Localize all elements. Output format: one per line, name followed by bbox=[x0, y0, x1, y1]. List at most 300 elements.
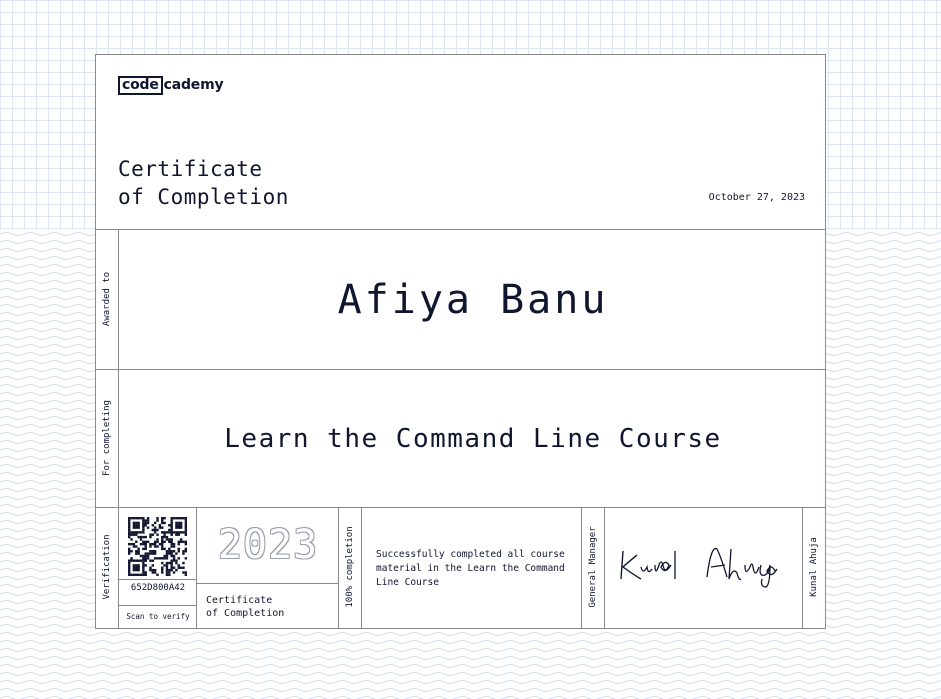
qr-module bbox=[128, 536, 130, 538]
qr-module bbox=[133, 569, 135, 571]
qr-module bbox=[142, 562, 144, 564]
qr-module bbox=[142, 524, 144, 526]
qr-module bbox=[130, 559, 132, 561]
qr-module bbox=[145, 536, 147, 538]
qr-module bbox=[147, 555, 149, 557]
qr-module bbox=[161, 569, 163, 571]
qr-module bbox=[166, 555, 168, 557]
verification-label: Verification bbox=[102, 534, 112, 600]
qr-module bbox=[130, 543, 132, 545]
qr-module bbox=[166, 569, 168, 571]
qr-module bbox=[142, 548, 144, 550]
qr-module bbox=[170, 517, 172, 519]
qr-module bbox=[178, 543, 180, 545]
qr-module bbox=[166, 571, 168, 573]
completion-label: 100% completion bbox=[345, 526, 355, 608]
qr-module bbox=[135, 545, 137, 547]
wave-line bbox=[0, 665, 941, 668]
qr-module bbox=[156, 519, 158, 521]
qr-module bbox=[152, 543, 154, 545]
qr-module bbox=[140, 555, 142, 557]
qr-module bbox=[178, 534, 180, 536]
qr-module bbox=[142, 519, 144, 521]
qr-module bbox=[145, 522, 147, 524]
certificate-title: Certificate of Completion bbox=[118, 157, 289, 209]
qr-module bbox=[135, 550, 137, 552]
qr-module bbox=[170, 543, 172, 545]
qr-module bbox=[128, 543, 130, 545]
qr-module bbox=[137, 574, 139, 576]
wave-line bbox=[0, 689, 941, 692]
qr-module bbox=[135, 524, 137, 526]
qr-module bbox=[175, 522, 177, 524]
qr-module bbox=[145, 557, 147, 559]
qr-module bbox=[166, 574, 168, 576]
qr-module bbox=[185, 526, 187, 528]
qr-module bbox=[140, 543, 142, 545]
qr-module bbox=[173, 531, 175, 533]
qr-module bbox=[182, 550, 184, 552]
qr-module bbox=[175, 562, 177, 564]
qr-module bbox=[161, 543, 163, 545]
qr-module bbox=[175, 524, 177, 526]
qr-module bbox=[137, 522, 139, 524]
qr-module bbox=[145, 548, 147, 550]
qr-module bbox=[142, 541, 144, 543]
qr-module bbox=[137, 526, 139, 528]
qr-module bbox=[154, 531, 156, 533]
qr-module bbox=[156, 541, 158, 543]
qr-module bbox=[163, 534, 165, 536]
qr-module bbox=[156, 574, 158, 576]
qr-module bbox=[182, 517, 184, 519]
qr-module bbox=[133, 564, 135, 566]
qr-module bbox=[170, 526, 172, 528]
qr-module bbox=[128, 522, 130, 524]
qr-module bbox=[142, 557, 144, 559]
qr-module bbox=[133, 524, 135, 526]
qr-module bbox=[175, 526, 177, 528]
qr-module bbox=[185, 519, 187, 521]
qr-module bbox=[161, 517, 163, 519]
qr-module bbox=[152, 571, 154, 573]
qr-module bbox=[145, 571, 147, 573]
qr-module bbox=[163, 517, 165, 519]
qr-module bbox=[137, 569, 139, 571]
qr-module bbox=[173, 543, 175, 545]
qr-module bbox=[140, 517, 142, 519]
qr-module bbox=[128, 559, 130, 561]
qr-module bbox=[173, 557, 175, 559]
qr-module bbox=[137, 567, 139, 569]
qr-module bbox=[168, 550, 170, 552]
qr-module bbox=[170, 550, 172, 552]
qr-module bbox=[159, 524, 161, 526]
qr-module bbox=[182, 571, 184, 573]
qr-module bbox=[185, 534, 187, 536]
qr-module bbox=[178, 550, 180, 552]
qr-code-icon[interactable] bbox=[128, 517, 187, 576]
qr-module bbox=[142, 564, 144, 566]
qr-module bbox=[147, 519, 149, 521]
qr-module bbox=[147, 557, 149, 559]
qr-module bbox=[185, 529, 187, 531]
qr-module bbox=[163, 531, 165, 533]
divider bbox=[119, 605, 197, 606]
qr-module bbox=[137, 548, 139, 550]
qr-module bbox=[166, 557, 168, 559]
qr-module bbox=[130, 517, 132, 519]
qr-module bbox=[140, 531, 142, 533]
qr-module bbox=[180, 522, 182, 524]
qr-module bbox=[130, 574, 132, 576]
wave-line bbox=[0, 649, 941, 652]
qr-module bbox=[135, 552, 137, 554]
wave-line bbox=[0, 641, 941, 644]
qr-module bbox=[137, 564, 139, 566]
awarded-to-label: Awarded to bbox=[102, 271, 112, 327]
signature-image bbox=[611, 533, 811, 593]
qr-module bbox=[133, 531, 135, 533]
qr-module bbox=[135, 564, 137, 566]
qr-module bbox=[185, 557, 187, 559]
qr-module bbox=[142, 559, 144, 561]
qr-module bbox=[128, 564, 130, 566]
qr-module bbox=[156, 557, 158, 559]
certificate-card bbox=[95, 54, 826, 629]
qr-module bbox=[154, 545, 156, 547]
qr-module bbox=[161, 536, 163, 538]
qr-module bbox=[137, 524, 139, 526]
qr-module bbox=[154, 529, 156, 531]
qr-module bbox=[133, 545, 135, 547]
scan-to-verify-text: Scan to verify bbox=[126, 612, 190, 621]
qr-module bbox=[175, 534, 177, 536]
qr-module bbox=[178, 531, 180, 533]
course-name: Learn the Command Line Course bbox=[224, 424, 722, 454]
qr-module bbox=[182, 567, 184, 569]
qr-module bbox=[133, 522, 135, 524]
qr-module bbox=[168, 529, 170, 531]
qr-module bbox=[180, 538, 182, 540]
recipient-name: Afiya Banu bbox=[337, 277, 609, 323]
qr-module bbox=[135, 574, 137, 576]
qr-module bbox=[142, 571, 144, 573]
qr-module bbox=[161, 557, 163, 559]
qr-module bbox=[168, 541, 170, 543]
qr-module bbox=[156, 534, 158, 536]
qr-module bbox=[142, 543, 144, 545]
qr-module bbox=[182, 531, 184, 533]
qr-module bbox=[161, 519, 163, 521]
qr-module bbox=[170, 564, 172, 566]
qr-module bbox=[166, 538, 168, 540]
qr-module bbox=[170, 529, 172, 531]
qr-module bbox=[161, 522, 163, 524]
qr-module bbox=[178, 517, 180, 519]
qr-module bbox=[168, 569, 170, 571]
qr-module bbox=[163, 564, 165, 566]
divider bbox=[361, 507, 362, 628]
qr-module bbox=[178, 524, 180, 526]
qr-module bbox=[147, 522, 149, 524]
qr-module bbox=[135, 541, 137, 543]
qr-module bbox=[154, 552, 156, 554]
qr-module bbox=[173, 555, 175, 557]
qr-module bbox=[170, 519, 172, 521]
certificate-date: October 27, 2023 bbox=[708, 192, 805, 203]
qr-module bbox=[142, 529, 144, 531]
qr-module bbox=[149, 545, 151, 547]
qr-module bbox=[142, 555, 144, 557]
qr-module bbox=[152, 550, 154, 552]
for-completing-label: For completing bbox=[102, 400, 112, 476]
qr-module bbox=[137, 559, 139, 561]
divider bbox=[604, 507, 605, 628]
qr-module bbox=[180, 517, 182, 519]
qr-module bbox=[130, 534, 132, 536]
qr-module bbox=[128, 524, 130, 526]
qr-module bbox=[166, 562, 168, 564]
qr-module bbox=[145, 519, 147, 521]
qr-module bbox=[142, 517, 144, 519]
qr-module bbox=[168, 548, 170, 550]
qr-module bbox=[128, 569, 130, 571]
qr-module bbox=[152, 559, 154, 561]
qr-module bbox=[147, 526, 149, 528]
qr-module bbox=[173, 550, 175, 552]
qr-module bbox=[128, 517, 130, 519]
qr-module bbox=[180, 524, 182, 526]
qr-module bbox=[149, 550, 151, 552]
qr-module bbox=[175, 517, 177, 519]
qr-module bbox=[178, 567, 180, 569]
qr-module bbox=[163, 555, 165, 557]
qr-module bbox=[161, 562, 163, 564]
qr-module bbox=[145, 543, 147, 545]
qr-module bbox=[128, 574, 130, 576]
qr-module bbox=[154, 541, 156, 543]
qr-module bbox=[145, 559, 147, 561]
divider bbox=[197, 583, 339, 584]
qr-module bbox=[175, 531, 177, 533]
qr-module bbox=[182, 552, 184, 554]
qr-module bbox=[137, 550, 139, 552]
qr-module bbox=[152, 534, 154, 536]
qr-module bbox=[163, 541, 165, 543]
qr-module bbox=[159, 557, 161, 559]
qr-module bbox=[133, 543, 135, 545]
divider bbox=[581, 507, 582, 628]
qr-module bbox=[170, 555, 172, 557]
qr-module bbox=[135, 517, 137, 519]
qr-module bbox=[168, 524, 170, 526]
qr-module bbox=[130, 538, 132, 540]
completion-year: 2023 bbox=[217, 522, 319, 568]
qr-module bbox=[142, 536, 144, 538]
qr-module bbox=[163, 557, 165, 559]
qr-module bbox=[145, 541, 147, 543]
qr-module bbox=[185, 571, 187, 573]
qr-module bbox=[156, 538, 158, 540]
qr-module bbox=[152, 569, 154, 571]
general-manager-label: General Manager bbox=[588, 526, 598, 608]
qr-module bbox=[178, 548, 180, 550]
qr-module bbox=[152, 552, 154, 554]
qr-module bbox=[135, 531, 137, 533]
qr-module bbox=[133, 526, 135, 528]
qr-module bbox=[180, 567, 182, 569]
qr-module bbox=[180, 526, 182, 528]
qr-module bbox=[142, 531, 144, 533]
qr-module bbox=[149, 567, 151, 569]
qr-module bbox=[161, 538, 163, 540]
qr-module bbox=[130, 531, 132, 533]
qr-module bbox=[168, 552, 170, 554]
qr-module bbox=[173, 517, 175, 519]
qr-module bbox=[145, 555, 147, 557]
qr-module bbox=[170, 552, 172, 554]
qr-module bbox=[128, 526, 130, 528]
qr-module bbox=[154, 522, 156, 524]
qr-module bbox=[147, 517, 149, 519]
qr-module bbox=[185, 517, 187, 519]
qr-module bbox=[140, 536, 142, 538]
qr-module bbox=[154, 526, 156, 528]
qr-module bbox=[149, 536, 151, 538]
qr-module bbox=[170, 531, 172, 533]
qr-module bbox=[185, 531, 187, 533]
qr-module bbox=[145, 524, 147, 526]
qr-module bbox=[137, 536, 139, 538]
qr-module bbox=[182, 562, 184, 564]
qr-module bbox=[142, 526, 144, 528]
qr-module bbox=[168, 574, 170, 576]
qr-module bbox=[135, 569, 137, 571]
qr-module bbox=[128, 567, 130, 569]
qr-module bbox=[140, 559, 142, 561]
qr-module bbox=[128, 534, 130, 536]
qr-module bbox=[140, 574, 142, 576]
qr-module bbox=[175, 552, 177, 554]
qr-module bbox=[163, 548, 165, 550]
qr-module bbox=[142, 574, 144, 576]
qr-module bbox=[152, 524, 154, 526]
qr-module bbox=[154, 571, 156, 573]
qr-module bbox=[182, 541, 184, 543]
qr-module bbox=[163, 522, 165, 524]
verification-code: 652D800A42 bbox=[130, 583, 186, 593]
qr-module bbox=[149, 569, 151, 571]
qr-module bbox=[185, 550, 187, 552]
qr-module bbox=[130, 557, 132, 559]
qr-module bbox=[149, 534, 151, 536]
qr-module bbox=[170, 567, 172, 569]
qr-module bbox=[178, 557, 180, 559]
qr-module bbox=[142, 567, 144, 569]
qr-module bbox=[185, 541, 187, 543]
qr-module bbox=[185, 543, 187, 545]
qr-module bbox=[128, 571, 130, 573]
qr-module bbox=[161, 541, 163, 543]
qr-module bbox=[180, 531, 182, 533]
qr-module bbox=[137, 552, 139, 554]
qr-module bbox=[170, 522, 172, 524]
qr-module bbox=[137, 517, 139, 519]
qr-module bbox=[133, 567, 135, 569]
qr-module bbox=[161, 545, 163, 547]
qr-module bbox=[128, 550, 130, 552]
qr-module bbox=[145, 574, 147, 576]
qr-module bbox=[142, 569, 144, 571]
qr-module bbox=[152, 529, 154, 531]
codecademy-logo bbox=[118, 75, 223, 95]
qr-module bbox=[145, 552, 147, 554]
qr-module bbox=[185, 524, 187, 526]
qr-module bbox=[173, 571, 175, 573]
qr-module bbox=[159, 543, 161, 545]
qr-module bbox=[170, 569, 172, 571]
qr-module bbox=[133, 517, 135, 519]
qr-module bbox=[133, 574, 135, 576]
wave-line bbox=[0, 633, 941, 636]
qr-module bbox=[154, 543, 156, 545]
qr-module bbox=[128, 548, 130, 550]
qr-module bbox=[168, 571, 170, 573]
qr-module bbox=[180, 541, 182, 543]
qr-module bbox=[168, 531, 170, 533]
qr-module bbox=[161, 567, 163, 569]
qr-module bbox=[161, 571, 163, 573]
qr-module bbox=[166, 564, 168, 566]
qr-module bbox=[170, 534, 172, 536]
qr-module bbox=[128, 552, 130, 554]
qr-module bbox=[166, 550, 168, 552]
wave-line bbox=[0, 657, 941, 660]
qr-module bbox=[163, 536, 165, 538]
wave-line bbox=[0, 673, 941, 676]
qr-module bbox=[149, 552, 151, 554]
signer-name-label: Kunal Ahuja bbox=[809, 537, 819, 597]
qr-module bbox=[185, 548, 187, 550]
qr-module bbox=[156, 545, 158, 547]
logo-part-code: code bbox=[118, 76, 163, 95]
qr-module bbox=[170, 545, 172, 547]
qr-module bbox=[178, 522, 180, 524]
qr-module bbox=[175, 559, 177, 561]
qr-module bbox=[149, 559, 151, 561]
qr-module bbox=[130, 550, 132, 552]
qr-module bbox=[166, 531, 168, 533]
qr-module bbox=[166, 536, 168, 538]
certificate-small-title: Certificate of Completion bbox=[206, 595, 285, 619]
qr-module bbox=[168, 562, 170, 564]
qr-module bbox=[142, 522, 144, 524]
divider bbox=[119, 579, 197, 580]
qr-module bbox=[154, 550, 156, 552]
qr-module bbox=[140, 538, 142, 540]
qr-module bbox=[152, 564, 154, 566]
qr-module bbox=[147, 541, 149, 543]
qr-module bbox=[178, 541, 180, 543]
qr-module bbox=[170, 541, 172, 543]
qr-module bbox=[166, 567, 168, 569]
qr-module bbox=[166, 552, 168, 554]
qr-module bbox=[128, 531, 130, 533]
qr-module bbox=[161, 548, 163, 550]
qr-module bbox=[145, 564, 147, 566]
qr-module bbox=[154, 557, 156, 559]
